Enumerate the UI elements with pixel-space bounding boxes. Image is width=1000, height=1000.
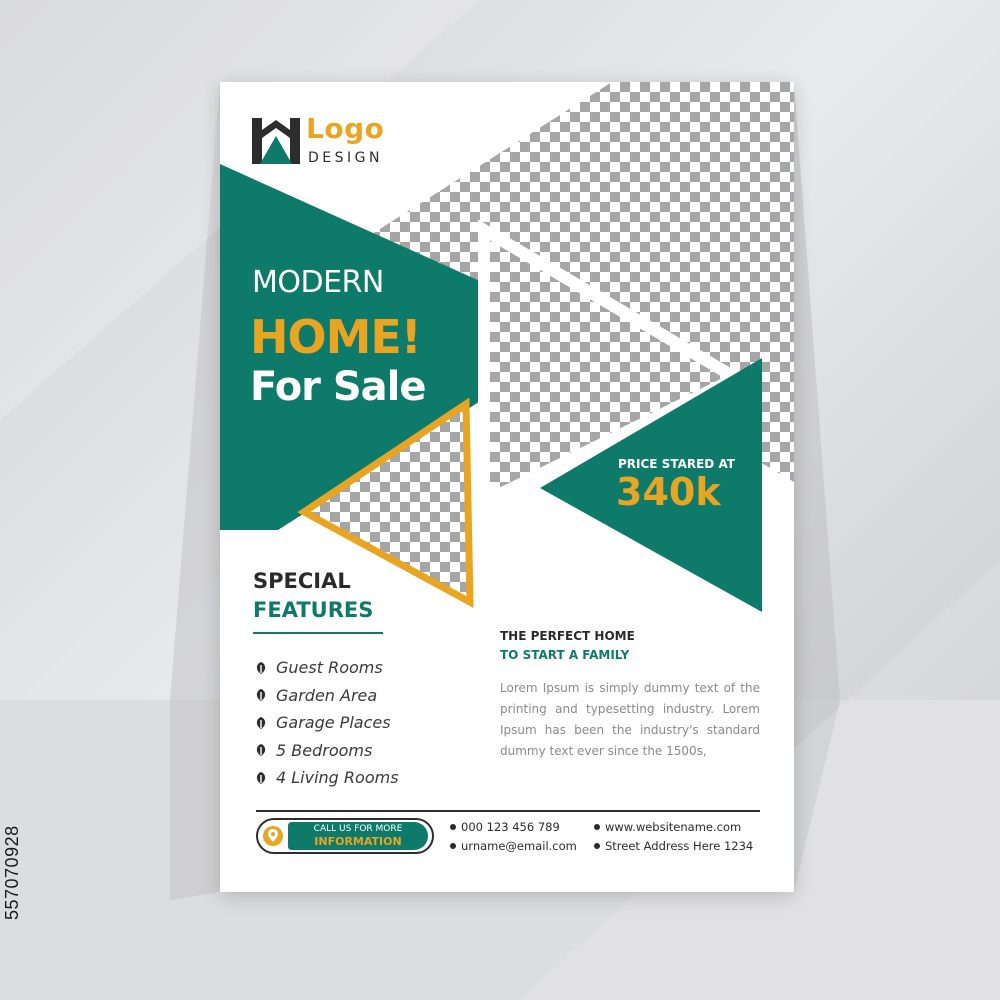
feature-item [254,737,399,765]
contact-email-text: urname@email.com [461,839,577,853]
leaf-bullet-icon [254,771,268,785]
contact-phone [450,820,560,834]
flyer [220,82,794,892]
feature-item-label: Garage Places [276,713,391,733]
feature-item-label: 5 Bedrooms [276,740,373,760]
call-badge-line2: INFORMATION [314,835,402,848]
bullet-dot-icon [594,843,600,849]
feature-item [254,682,399,710]
feature-item [254,764,399,792]
contact-website [594,820,741,834]
leaf-bullet-icon [254,688,268,702]
logo-word: Logo [306,112,385,145]
call-badge-banner [288,822,428,850]
features-title [253,567,373,625]
body-copy: Lorem Ipsum is simply dummy text of the printing and typesetting industry. Lorem Ipsum has been the industry's standard dummy text ever since the 1500s, [500,681,760,758]
headline-home: HOME! [250,310,421,364]
tagline-line2: TO START A FAMILY [500,648,630,662]
tagline [500,627,635,665]
contact-phone-text: 000 123 456 789 [461,820,560,834]
features-list [254,654,399,792]
contact-address [594,839,753,853]
bullet-dot-icon [450,843,456,849]
bullet-dot-icon [594,824,600,830]
logo-subtitle: DESIGN [308,150,383,166]
feature-item [254,654,399,682]
location-pin-icon [262,824,284,848]
logo-icon [252,118,300,164]
side-caption: 557070928 [2,825,22,920]
bullet-dot-icon [450,824,456,830]
call-badge [256,818,434,854]
headline-for-sale: For Sale [250,364,426,410]
features-title-line2: FEATURES [253,598,374,622]
feature-item-label: Garden Area [276,685,378,705]
leaf-bullet-icon [254,661,268,675]
leaf-bullet-icon [254,743,268,757]
contact-address-text: Street Address Here 1234 [605,839,754,853]
price-value: 340k [616,470,721,514]
price-label: PRICE STARED AT [618,457,735,471]
call-badge-line1: CALL US FOR MORE [313,824,403,834]
contact-email [450,839,577,853]
leaf-bullet-icon [254,716,268,730]
contact-website-text: www.websitename.com [605,820,742,834]
features-divider [253,632,383,634]
feature-item [254,709,399,737]
footer-divider [256,810,760,812]
feature-item-label: Guest Rooms [276,658,383,678]
headline-modern: MODERN [252,265,384,300]
features-title-line1: SPECIAL [253,569,351,593]
feature-item-label: 4 Living Rooms [276,768,399,788]
tagline-line1: THE PERFECT HOME [500,629,635,643]
